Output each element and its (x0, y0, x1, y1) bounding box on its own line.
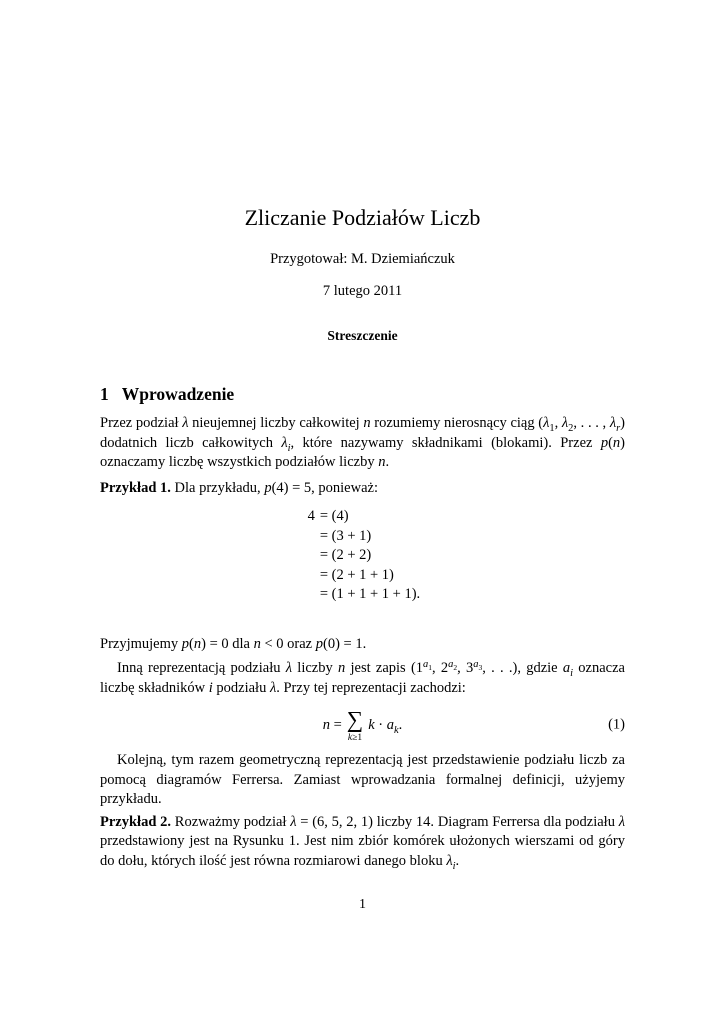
sum-equation-body (323, 708, 403, 743)
paragraph-example-2: Przykład 2. Rozważmy podział λ = (6, 5, 2, 1) liczby 14. Diagram Ferrersa dla podziału λ przedstawiony jest na Rysunku 1. Jest nim zbiór komórek ułożonych wierszami od góry do dołu, których ilość jest równa rozmiarowi danego bloku $\lambda_i$. (100, 813, 625, 872)
equation-rhs: = (4) (319, 508, 349, 525)
equation-rhs: = (2 + 2) (319, 547, 372, 564)
equation-lhs: 4 (307, 508, 315, 525)
date-line: 7 lutego 2011 (322, 283, 403, 300)
sum-equation (100, 706, 625, 744)
equation-rhs: = (2 + 1 + 1) (319, 566, 394, 583)
equation-line (305, 566, 420, 586)
summation-operator (347, 708, 363, 743)
sigma-symbol: ∑ (346, 706, 364, 732)
summation-limits: k≥1 (347, 732, 363, 743)
sum-equation-rhs: $k \cdot a_k$. (368, 716, 403, 736)
paragraph-representation: Inną reprezentacją podziału λ liczby n jest zapis ($1^{a_1}$, $2^{a_2}$, $3^{a_3}$, . . .), gdzie $a_i$ oznacza liczbę składników i podziału λ. Przy tej reprezentacji zachodzi: (100, 658, 625, 696)
equation-line (305, 527, 420, 547)
equation-line (305, 546, 420, 566)
section-title: Wprowadzenie (121, 384, 235, 405)
equation-rhs: = (1 + 1 + 1 + 1). (319, 586, 421, 603)
equation-line (305, 507, 420, 527)
equation-rhs: = (3 + 1) (319, 527, 372, 544)
equation-line (305, 585, 420, 605)
page-number: 1 (359, 897, 366, 912)
paper-title: Zliczanie Podziałów Liczb (244, 205, 481, 230)
equation-number: (1) (608, 716, 625, 733)
equation-lhs (305, 546, 315, 566)
equation-lhs (305, 585, 315, 605)
sum-equation-lhs: n = (322, 716, 342, 733)
paragraph-ferrers: Kolejną, tym razem geometryczną reprezentacją jest przedstawienie podziału liczb za pomocą diagramów Ferrersa. Zamiast wprowadzania formalnej definicji, użyjemy przykładu. (100, 752, 625, 808)
section-number: 1 (100, 384, 109, 405)
paragraph-intro: Przez podział λ nieujemnej liczby całkowitej n rozumiemy nierosnący ciąg ($\lambda_1$, $\lambda_2$, . . . , $\lambda_r$) dodatnich liczb całkowitych $\lambda_i$, które nazywamy składnikami (blokami). Przez p(n) oznaczamy liczbę wszystkich podziałów liczby n. (100, 415, 626, 471)
abstract-heading: Streszczenie (327, 328, 398, 344)
partition-equation-block (305, 507, 420, 605)
section-heading (100, 383, 625, 405)
paragraph-example-1: Przykład 1. Dla przykładu, p(4) = 5, ponieważ: (100, 479, 378, 496)
equation-lhs (305, 527, 315, 547)
author-line: Przygotował: M. Dziemiańczuk (270, 251, 455, 268)
paragraph-assumption: Przyjmujemy p(n) = 0 dla n < 0 oraz p(0) = 1. (100, 635, 367, 652)
equation-lhs (305, 566, 315, 586)
